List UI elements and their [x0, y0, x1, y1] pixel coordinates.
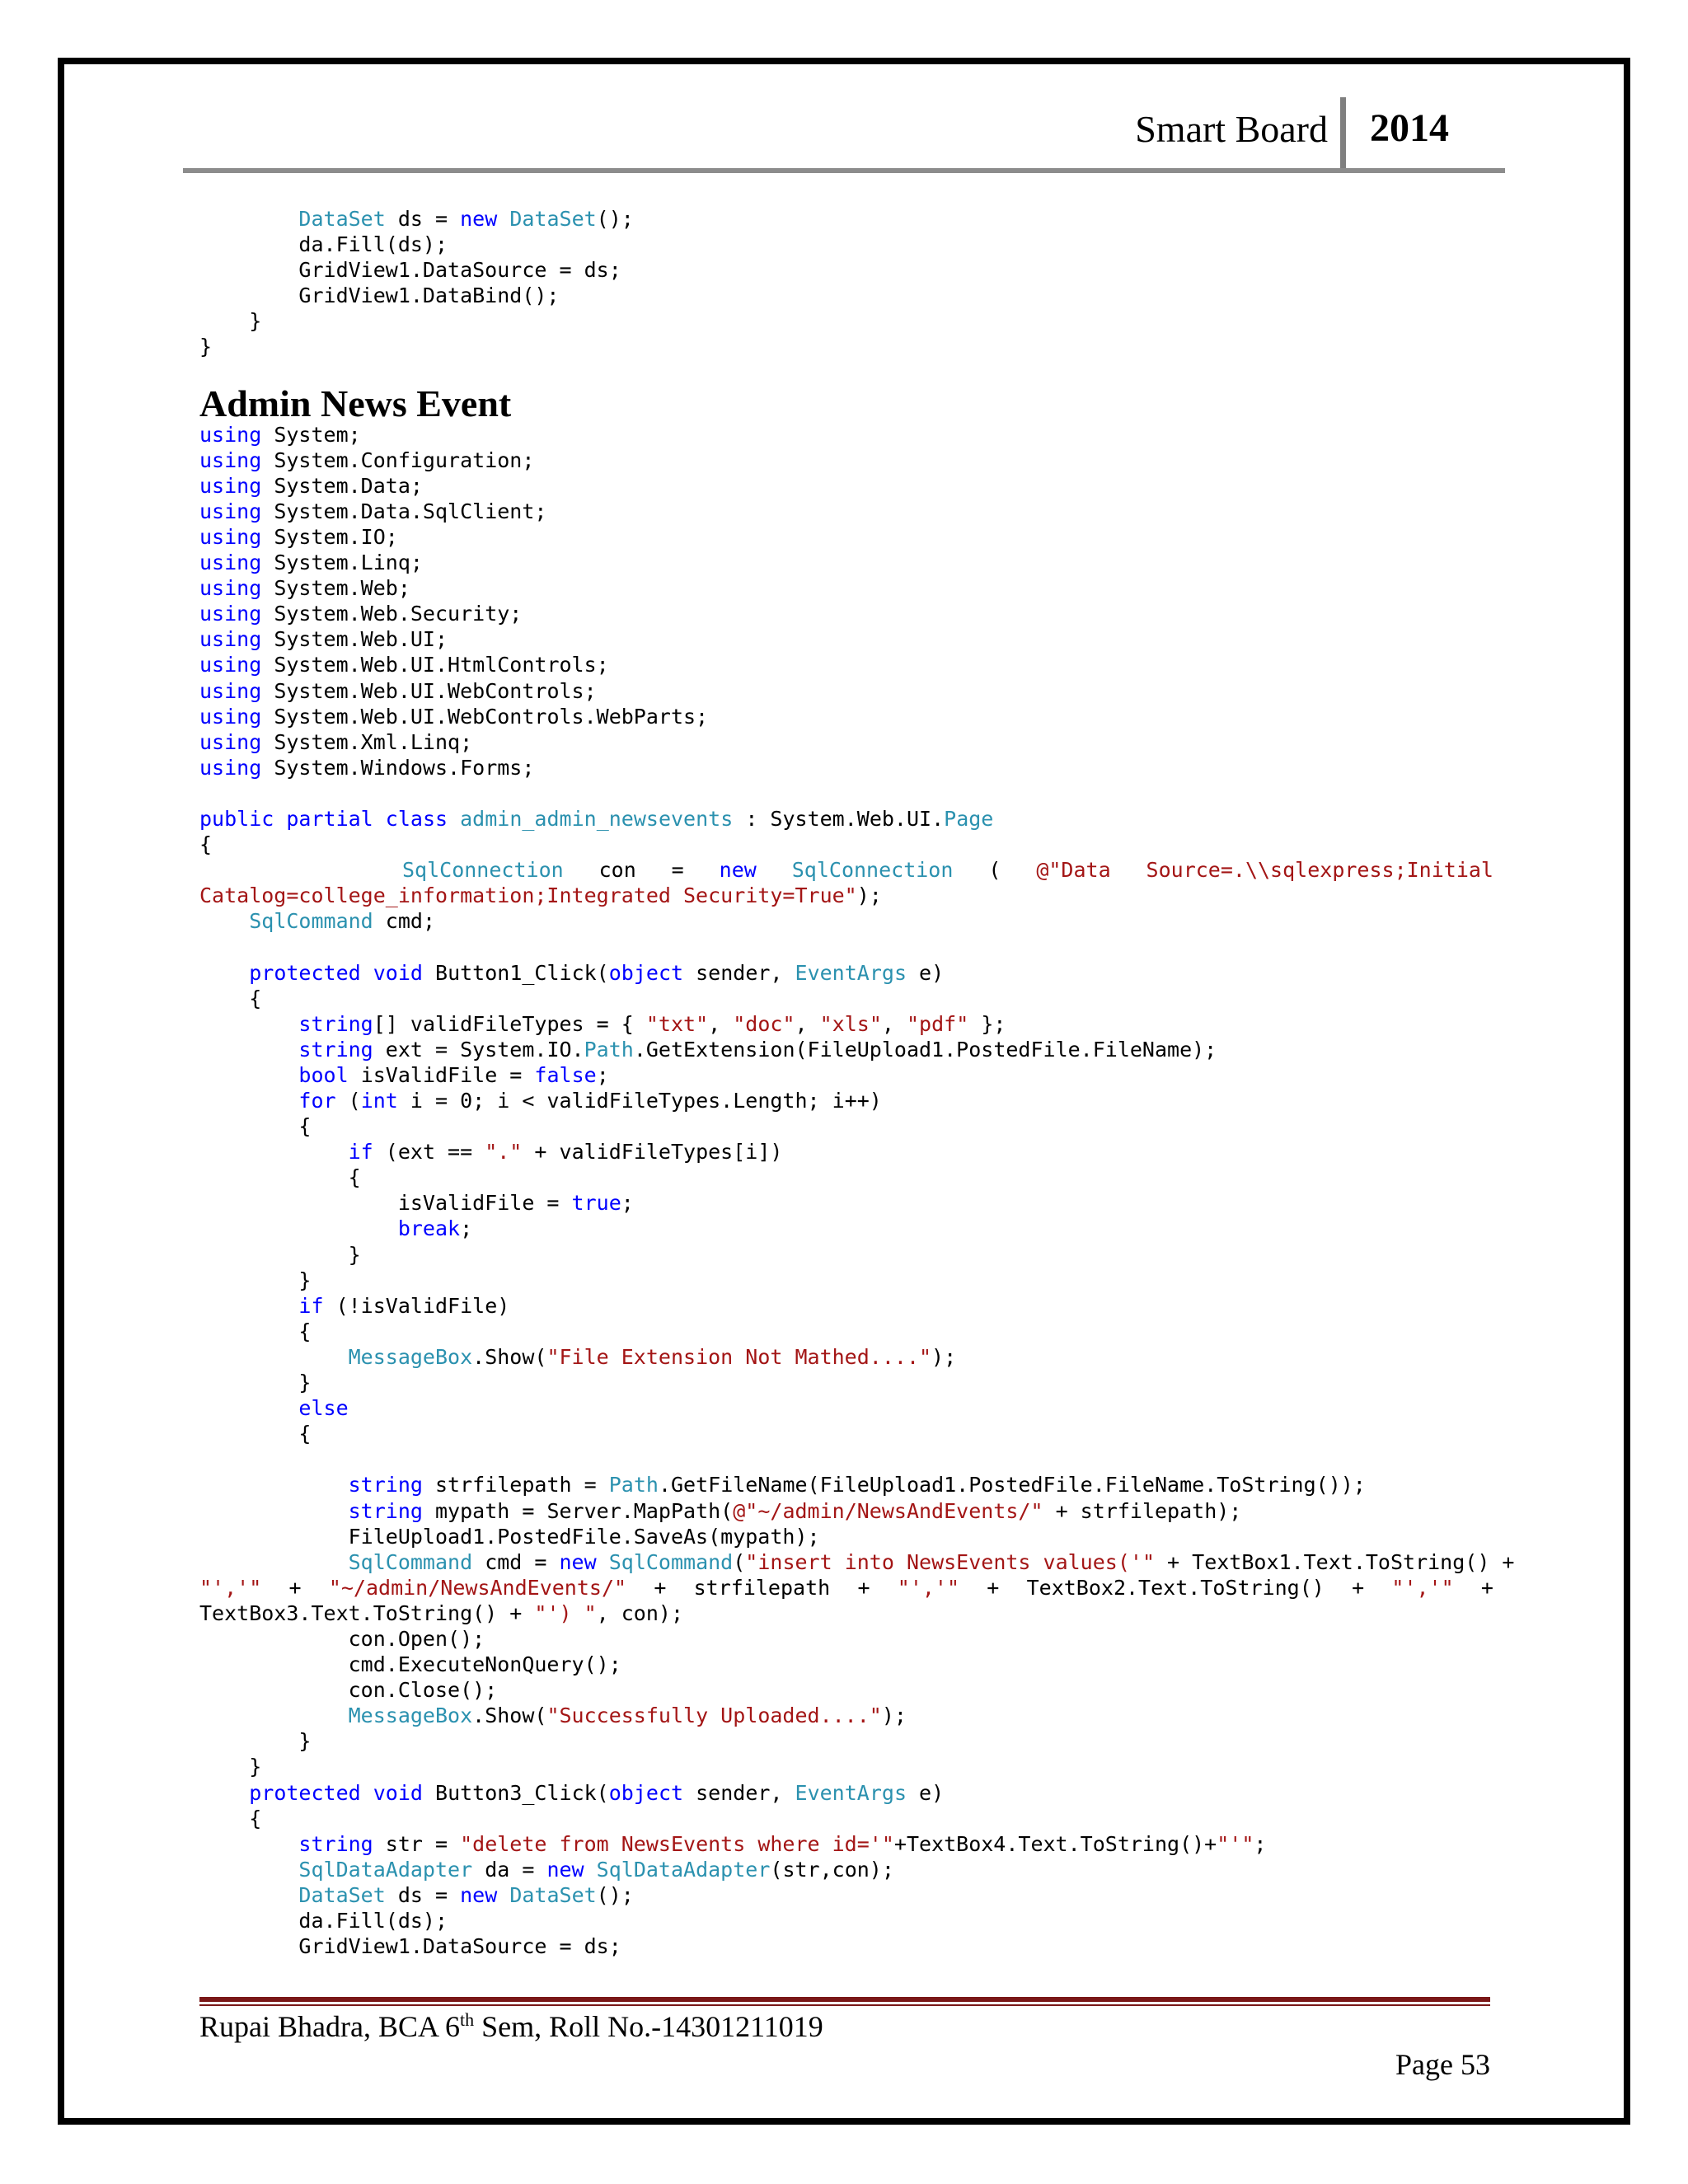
code-line — [199, 1421, 1493, 1446]
code-token: + — [1352, 1575, 1365, 1600]
page-header — [183, 97, 1505, 173]
code-token: DataSet — [298, 207, 386, 231]
code-token: = — [671, 858, 684, 883]
code-token: "insert into NewsEvents values('" — [745, 1549, 1155, 1574]
code-token: string — [298, 1011, 373, 1036]
code-token: TextBox3.Text.ToString() + — [199, 1601, 535, 1625]
code-token: MessageBox — [348, 1704, 473, 1728]
code-token: + — [1480, 1575, 1493, 1600]
code-token: GridView1.DataSource = ds; — [199, 1934, 621, 1959]
code-line — [199, 308, 1493, 334]
code-token: protected — [249, 1780, 361, 1805]
code-token: Path — [608, 1473, 659, 1497]
code-line — [199, 1677, 1493, 1703]
code-line — [199, 1908, 1493, 1933]
code-line — [199, 232, 1493, 257]
code-line — [199, 283, 1493, 308]
code-token: ; — [596, 1062, 609, 1087]
code-token: System.Linq; — [261, 551, 423, 575]
code-line — [199, 1933, 1493, 1959]
code-token — [199, 1294, 298, 1318]
code-line — [199, 1370, 1493, 1395]
code-token: System.Configuration; — [261, 448, 535, 472]
code-token: public — [199, 806, 274, 831]
code-token: DataSet — [298, 1882, 386, 1907]
code-line — [199, 1242, 1493, 1268]
code-token — [373, 807, 386, 831]
code-line — [199, 499, 1493, 524]
footer-author — [199, 2009, 823, 2044]
code-line — [199, 550, 1493, 575]
code-token: using — [199, 473, 262, 498]
code-line — [199, 1549, 1515, 1575]
code-token: , — [881, 1011, 907, 1036]
code-token: (str,con); — [770, 1857, 894, 1882]
code-token: "." — [485, 1140, 523, 1165]
code-token: ); — [856, 883, 882, 908]
code-token — [199, 1858, 298, 1882]
code-token — [199, 1499, 349, 1523]
code-token: da.Fill(ds); — [199, 1909, 448, 1933]
code-token: .Show( — [472, 1704, 547, 1728]
code-token: SqlDataAdapter — [298, 1857, 473, 1882]
code-line — [199, 908, 1493, 934]
code-line — [199, 334, 1493, 359]
code-token — [199, 961, 249, 985]
code-token: "','" — [199, 1575, 262, 1600]
code-token: using — [199, 524, 262, 549]
code-token — [199, 1216, 398, 1240]
code-token — [199, 1883, 298, 1907]
code-token: object — [608, 1780, 684, 1805]
code-line — [199, 1113, 1493, 1139]
code-token: (); — [596, 207, 634, 231]
code-token: .Show( — [472, 1344, 547, 1369]
code-token: + — [288, 1575, 302, 1600]
code-token: .GetFileName(FileUpload1.PostedFile.FileName.ToString()); — [658, 1473, 1366, 1497]
code-line — [199, 832, 1493, 857]
code-token — [199, 1089, 298, 1113]
author-suffix: Sem, Roll No.-14301211019 — [474, 2010, 823, 2043]
code-line — [199, 1857, 1493, 1882]
code-token: "~/admin/NewsAndEvents/" — [328, 1575, 627, 1600]
code-token: object — [608, 960, 684, 985]
code-token: EventArgs — [795, 1780, 907, 1805]
code-token: Page — [944, 806, 994, 831]
code-token — [199, 1012, 298, 1036]
code-line — [199, 206, 1493, 232]
code-token — [199, 1550, 349, 1574]
code-token: System.Web.UI; — [261, 627, 448, 652]
code-token — [199, 207, 298, 231]
code-token: "xls" — [819, 1011, 882, 1036]
code-line — [199, 1831, 1493, 1857]
code-line — [199, 652, 1493, 677]
footer-rule-thin — [199, 2004, 1490, 2006]
code-token: cmd; — [373, 909, 435, 934]
code-token: "doc" — [733, 1011, 795, 1036]
code-token: e) — [907, 1780, 945, 1805]
code-token: new — [719, 858, 757, 883]
code-line — [199, 1446, 1493, 1472]
code-token: , con); — [596, 1601, 684, 1625]
code-token: int — [360, 1089, 398, 1113]
code-line — [199, 1139, 1493, 1165]
code-token: void — [373, 1780, 423, 1805]
code-token: void — [373, 960, 423, 985]
code-token: da.Fill(ds); — [199, 232, 448, 257]
code-token: "delete from NewsEvents where id='" — [460, 1831, 894, 1856]
code-token — [199, 909, 249, 933]
code-token: ); — [931, 1344, 957, 1369]
code-token: @"~/admin/NewsAndEvents/" — [733, 1498, 1043, 1523]
code-token — [199, 1396, 298, 1420]
code-line — [199, 1088, 1493, 1113]
section-title: Admin News Event — [199, 382, 512, 424]
code-token: ); — [881, 1704, 907, 1728]
code-token: @"Data — [1036, 858, 1111, 883]
code-token: System.Web.UI.HtmlControls; — [261, 653, 609, 677]
author-superscript: th — [459, 2009, 475, 2030]
code-token: Path — [584, 1037, 634, 1062]
code-token: } — [199, 335, 213, 359]
code-token: + — [857, 1575, 870, 1600]
code-token: class — [385, 806, 448, 831]
code-token: using — [199, 422, 262, 447]
code-token: using — [199, 499, 262, 523]
header-separator — [1340, 97, 1346, 168]
code-token: using — [199, 704, 262, 729]
code-token: false — [534, 1062, 597, 1087]
code-token: { — [199, 1319, 312, 1343]
code-token: Button1_Click( — [422, 960, 609, 985]
code-token: }; — [968, 1011, 1006, 1036]
code-token: string — [348, 1473, 423, 1497]
code-token: strfilepath — [693, 1575, 831, 1600]
code-line — [199, 1882, 1493, 1908]
code-token: isValidFile = — [348, 1062, 535, 1087]
code-token — [361, 961, 373, 985]
code-token: ds = — [385, 1882, 461, 1907]
code-token: "','" — [1391, 1575, 1454, 1600]
code-token: "') " — [534, 1601, 597, 1625]
code-token: +TextBox4.Text.ToString()+ — [893, 1831, 1217, 1856]
code-token: { — [199, 832, 213, 857]
code-token: ext = System.IO. — [373, 1037, 584, 1062]
code-line — [199, 1652, 1493, 1677]
code-token: ds = — [385, 207, 461, 231]
code-token: MessageBox — [348, 1344, 473, 1369]
code-token: "'" — [1217, 1831, 1254, 1856]
code-token: System.Xml.Linq; — [261, 729, 473, 754]
code-token: System.Windows.Forms; — [261, 755, 535, 780]
code-line — [199, 883, 1493, 908]
code-token: .GetExtension(FileUpload1.PostedFile.FileName); — [633, 1037, 1217, 1062]
code-token: using — [199, 653, 262, 677]
code-token — [597, 1550, 609, 1574]
code-token: System.Web.UI.WebControls; — [261, 678, 597, 703]
code-line — [199, 780, 1493, 806]
code-token: string — [298, 1831, 373, 1856]
code-token: { — [199, 1422, 312, 1446]
code-token: SqlConnection — [402, 858, 564, 883]
code-token: new — [559, 1549, 597, 1574]
code-token: con.Close(); — [199, 1678, 498, 1703]
code-token: { — [199, 1165, 361, 1190]
code-token: da = — [472, 1857, 547, 1882]
code-block-previous — [199, 206, 1493, 360]
code-token: } — [199, 1371, 312, 1395]
code-line — [199, 1268, 1493, 1293]
code-line — [199, 473, 1493, 499]
code-token: [] validFileTypes = { — [373, 1011, 646, 1036]
code-token: ( — [733, 1549, 746, 1574]
code-line — [199, 422, 1493, 448]
code-block-admin-news-event — [199, 422, 1515, 1960]
code-token: + TextBox1.Text.ToString() + — [1155, 1549, 1515, 1574]
code-token: System.Web.Security; — [261, 602, 523, 626]
code-line — [199, 1037, 1493, 1062]
code-line — [199, 1703, 1493, 1728]
code-token: i = 0; i < validFileTypes.Length; i++) — [397, 1089, 882, 1113]
code-line — [199, 704, 1493, 729]
code-line — [199, 755, 1493, 780]
code-token — [199, 1473, 349, 1497]
code-token: + strfilepath); — [1043, 1498, 1242, 1523]
code-token: using — [199, 729, 262, 754]
code-line — [199, 1780, 1493, 1806]
code-token: if — [298, 1293, 324, 1318]
code-line — [199, 806, 1493, 832]
code-token: { — [199, 1806, 262, 1830]
code-token — [199, 1063, 298, 1087]
header-year: 2014 — [1370, 106, 1449, 150]
code-token: { — [199, 986, 262, 1010]
code-token: ( — [335, 1089, 361, 1113]
code-token: : System.Web.UI. — [733, 806, 945, 831]
code-token: { — [199, 1114, 312, 1139]
code-token: new — [460, 207, 498, 231]
code-token: System.Data.SqlClient; — [261, 499, 547, 523]
code-token: System.IO; — [261, 524, 398, 549]
code-token: protected — [249, 960, 361, 985]
code-token: (!isValidFile) — [323, 1293, 510, 1318]
code-token — [497, 1883, 509, 1907]
header-rule — [183, 168, 1505, 173]
code-line — [199, 601, 1493, 626]
code-token: } — [199, 1242, 361, 1267]
code-token: , — [708, 1011, 734, 1036]
code-token: Button3_Click( — [422, 1780, 609, 1805]
code-token: using — [199, 551, 262, 575]
header-title: Smart Board — [1135, 108, 1328, 150]
code-line — [199, 1754, 1493, 1779]
code-token: Source=.\\sqlexpress;Initial — [1146, 858, 1493, 883]
code-token: FileUpload1.PostedFile.SaveAs(mypath); — [199, 1524, 820, 1549]
code-token — [448, 807, 460, 831]
code-token — [199, 1038, 298, 1062]
code-token: strfilepath = — [422, 1473, 609, 1497]
code-token: System.Data; — [261, 473, 423, 498]
code-token: DataSet — [509, 207, 597, 231]
code-line — [199, 1216, 1493, 1241]
code-line — [199, 857, 1493, 883]
code-token: SqlCommand — [348, 1549, 473, 1574]
code-token: (); — [596, 1882, 634, 1907]
code-line — [199, 1472, 1493, 1497]
code-token: isValidFile = — [199, 1191, 572, 1216]
code-token: System.Web; — [261, 576, 410, 601]
code-line — [199, 1575, 1493, 1601]
code-token: Catalog=college_information;Integrated Security=True" — [199, 883, 857, 908]
code-token: con.Open(); — [199, 1626, 485, 1651]
code-token: "Successfully Uploaded...." — [546, 1704, 882, 1728]
code-token: using — [199, 448, 262, 472]
code-token: ( — [988, 858, 1001, 883]
code-line — [199, 678, 1493, 704]
code-token — [199, 1345, 349, 1369]
code-token — [199, 1781, 249, 1805]
code-token: using — [199, 627, 262, 652]
code-token: cmd.ExecuteNonQuery(); — [199, 1652, 621, 1677]
code-token — [199, 1832, 298, 1856]
code-token: TextBox2.Text.ToString() — [1026, 1575, 1325, 1600]
code-token: new — [460, 1882, 498, 1907]
code-token: admin_admin_newsevents — [460, 806, 734, 831]
code-token: if — [348, 1140, 373, 1165]
code-token — [199, 1140, 349, 1164]
code-token: GridView1.DataSource = ds; — [199, 258, 621, 283]
code-line — [199, 1011, 1493, 1037]
code-token: } — [199, 1268, 312, 1292]
code-token: "txt" — [645, 1011, 709, 1036]
code-token: con — [598, 858, 636, 883]
page-content — [199, 206, 1515, 1959]
code-line — [199, 257, 1493, 283]
code-line — [199, 448, 1493, 473]
code-token: else — [298, 1396, 349, 1421]
code-line — [199, 1344, 1493, 1370]
code-token: using — [199, 678, 262, 703]
code-token: new — [546, 1857, 584, 1882]
code-line — [199, 575, 1493, 601]
code-line — [199, 934, 1493, 959]
code-line — [199, 1293, 1493, 1319]
code-token: (ext == — [373, 1140, 485, 1165]
page-number: Page 53 — [1395, 2048, 1490, 2081]
code-line — [199, 1395, 1493, 1421]
code-token — [274, 807, 286, 831]
code-token: bool — [298, 1062, 349, 1087]
code-token: using — [199, 602, 262, 626]
code-token: EventArgs — [795, 960, 907, 985]
code-token: true — [571, 1191, 621, 1216]
code-line — [199, 1319, 1493, 1344]
code-token: break — [397, 1216, 461, 1241]
code-token: mypath = Server.MapPath( — [422, 1498, 734, 1523]
code-token: } — [199, 1755, 262, 1779]
code-token: + validFileTypes[i]) — [522, 1140, 783, 1165]
code-line — [199, 1498, 1493, 1524]
code-token — [497, 207, 509, 231]
code-line — [199, 1806, 1493, 1831]
code-line — [199, 1524, 1493, 1549]
code-token — [361, 1781, 373, 1805]
code-token: "pdf" — [907, 1011, 969, 1036]
code-token: using — [199, 576, 262, 601]
code-token: SqlCommand — [249, 909, 373, 934]
code-token: System; — [261, 422, 361, 447]
code-line — [199, 626, 1493, 652]
code-token: + — [987, 1575, 1000, 1600]
code-token: , — [795, 1011, 820, 1036]
code-token: "','" — [897, 1575, 960, 1600]
code-token — [199, 1704, 349, 1727]
code-token: } — [199, 1729, 312, 1754]
code-token: } — [199, 309, 262, 334]
code-token: SqlCommand — [608, 1549, 734, 1574]
code-line — [199, 986, 1493, 1011]
code-token: sender, — [683, 960, 795, 985]
code-token: string — [298, 1037, 373, 1062]
code-line — [199, 1190, 1493, 1216]
code-line — [199, 524, 1493, 550]
code-token: partial — [286, 806, 373, 831]
code-token: cmd = — [472, 1549, 560, 1574]
code-token: System.Web.UI.WebControls.WebParts; — [261, 704, 709, 729]
code-token: GridView1.DataBind(); — [199, 284, 560, 308]
code-token: DataSet — [509, 1882, 597, 1907]
code-token: ; — [1254, 1831, 1267, 1856]
code-line — [199, 960, 1493, 986]
code-token — [584, 1858, 597, 1882]
code-token: using — [199, 755, 262, 780]
code-token: e) — [907, 960, 945, 985]
code-token: SqlConnection — [791, 858, 954, 883]
code-token: SqlDataAdapter — [596, 1857, 771, 1882]
code-line — [199, 729, 1493, 755]
code-token: "File Extension Not Mathed...." — [546, 1344, 932, 1369]
footer-rule — [199, 1997, 1490, 2002]
code-token: ; — [621, 1191, 634, 1216]
code-token: for — [298, 1089, 336, 1113]
code-line — [199, 1601, 1493, 1626]
code-line — [199, 1626, 1493, 1652]
code-line — [199, 1728, 1493, 1754]
code-line — [199, 1165, 1493, 1190]
code-token: + — [654, 1575, 667, 1600]
code-token: str = — [373, 1831, 461, 1856]
author-prefix: Rupai Bhadra, BCA 6 — [199, 2010, 460, 2043]
code-line — [199, 1062, 1493, 1088]
code-token: string — [348, 1498, 423, 1523]
code-token: sender, — [683, 1780, 795, 1805]
code-token: ; — [460, 1216, 473, 1241]
